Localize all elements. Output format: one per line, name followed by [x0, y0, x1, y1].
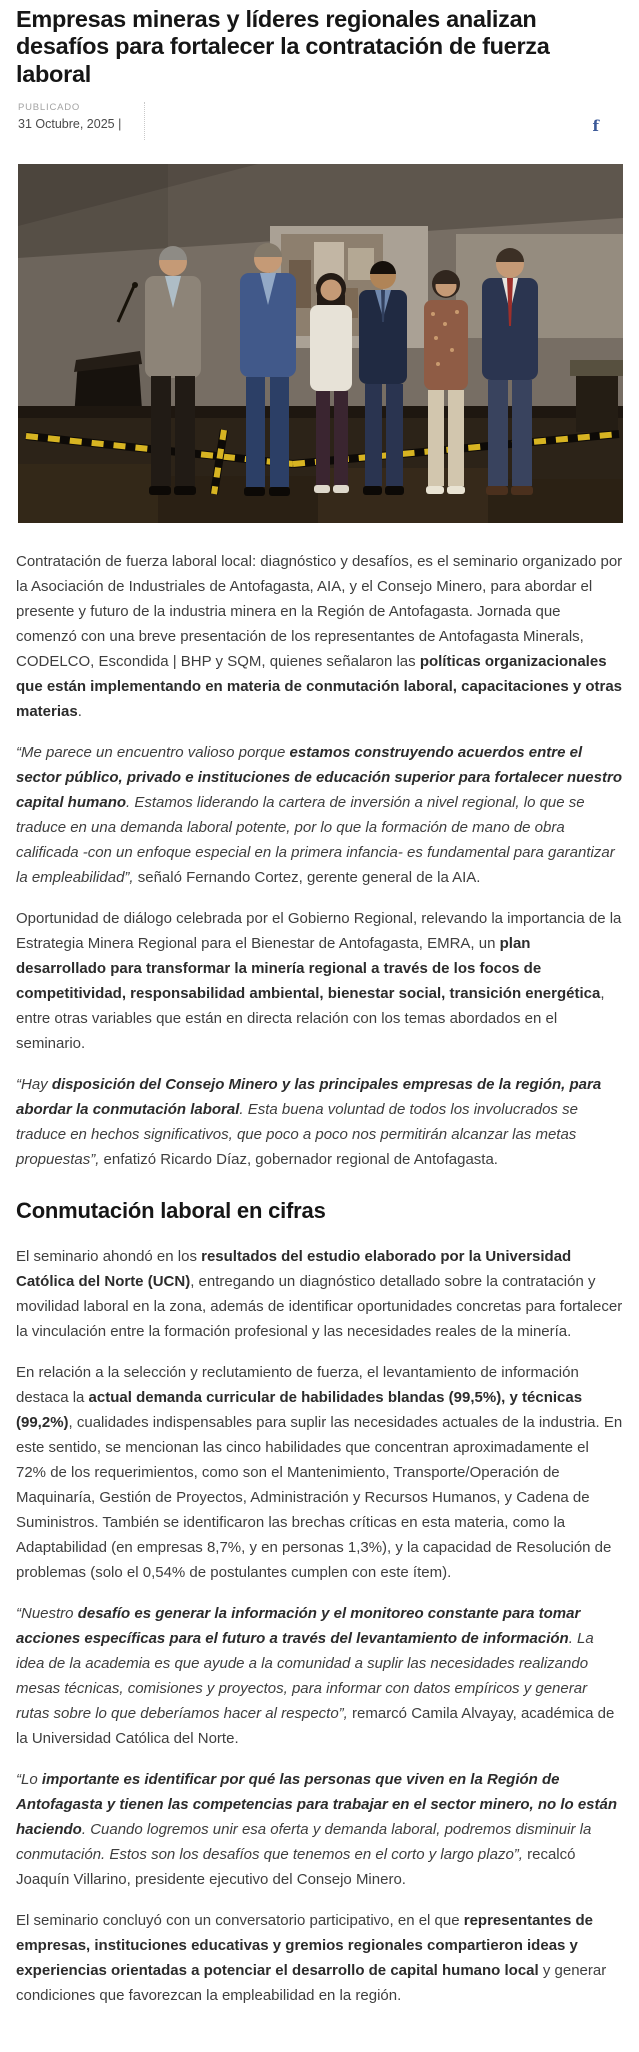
article-meta: [18, 102, 623, 140]
article-paragraph: El seminario concluyó con un conversatorio participativo, en el que representantes de empresas, instituciones educativas y gremios regionales compartieron ideas y experiencias orientadas a potenciar el desarrollo de capital humano local y generar condiciones que favorezcan la empleabilidad en la región.: [16, 1911, 607, 2004]
meta-divider: [144, 102, 145, 140]
article-paragraph: Oportunidad de diálogo celebrada por el Gobierno Regional, relevando la importancia de la Estrategia Minera Regional para el Bienestar de Antofagasta, EMRA, un plan desarrollado para transformar la minería regional a través de los focos de competitividad, responsabilidad ambiental, bienestar social, transición energética, entre otras variables que están en directa relación con los temas abordados en el seminario.: [16, 909, 622, 1052]
article-paragraph: Contratación de fuerza laboral local: diagnóstico y desafíos, es el seminario organizado por la Asociación de Industriales de Antofagasta, AIA, y el Consejo Minero, para abordar el presente y futuro de la industria minera en la Región de Antofagasta. Jornada que comenzó con una breve presentación de los representantes de Antofagasta Minerals, CODELCO, Escondida | BHP y SQM, quienes señalaron las políticas organizacionales que están implementando en materia de conmutación laboral, capacitaciones y otras materias.: [16, 552, 623, 720]
published-block: [18, 102, 138, 131]
published-label: PUBLICADO: [18, 101, 81, 113]
article-title: Empresas mineras y líderes regionales analizan desafíos para fortalecer la contratación de fuerza laboral: [16, 6, 550, 87]
article-paragraph: “Hay disposición del Consejo Minero y las principales empresas de la región, para abordar la conmutación laboral. Esta buena voluntad de todos los involucrados se traduce en hechos significativos, que poco a poco nos permitirán alcanzar las metas propuestas”, enfatizó Ricardo Díaz, gobernador regional de Antofagasta.: [16, 1075, 602, 1168]
article-paragraph: “Lo importante es identificar por qué las personas que viven en la Región de Antofagasta y tienen las competencias para trabajar en el sector minero, no lo están haciendo. Cuando logremos unir esa oferta y demanda laboral, podremos disminuir la conmutación. Estos son los desafíos que tenemos en el corto y largo plazo”, recalcó Joaquín Villarino, presidente ejecutivo del Consejo Minero.: [16, 1770, 618, 1888]
photo-table: [570, 360, 623, 432]
published-date: 31 Octubre, 2025 |: [18, 116, 122, 131]
article-photo: [18, 164, 623, 523]
projection-screen-right: [456, 234, 623, 338]
share-buttons: [593, 102, 623, 136]
article-photo-figure: [18, 164, 623, 523]
article-paragraph: “Me parece un encuentro valioso porque estamos construyendo acuerdos entre el sector público, privado e instituciones de educación superior para fortalecer nuestro capital humano. Estamos liderando la cartera de inversión a nivel regional, lo que se traduce en una demanda laboral potente, por lo que la formación de mano de obra calificada -con un enfoque especial en la primera infancia- es fundamental para garantizar la empleabilidad”, señaló Fernando Cortez, gerente general de la AIA.: [16, 743, 622, 886]
article-paragraph: El seminario ahondó en los resultados del estudio elaborado por la Universidad Católica del Norte (UCN), entregando un diagnóstico detallado sobre la contratación y movilidad laboral en la zona, además de identificar oportunidades concretas para fortalecer la vinculación entre la formación profesional y las necesidades reales de la minería.: [16, 1247, 623, 1340]
facebook-share-icon[interactable]: f: [592, 116, 599, 135]
section-heading: Conmutación laboral en cifras: [16, 1197, 326, 1223]
article-paragraph: En relación a la selección y reclutamiento de fuerza, el levantamiento de información destaca la actual demanda curricular de habilidades blandas (99,5%), y técnicas (99,2%), cualidades indispensables para suplir las necesidades actuales de la industria. En este sentido, se mencionan las cinco habilidades que concentran aproximadamente el 72% de los requerimientos, como son el Mantenimiento, Transporte/Operación de Maquinaría, Gestión de Proyectos, Administración y Recursos Humanos, y Cadena de Suministros. También se identificaron las brechas críticas en esta materia, como la Adaptabilidad (en empresas 8,7%, y en personas 1,3%), y la capacidad de Resolución de problemas (solo el 0,54% de postulantes cumplen con este ítem).: [16, 1363, 623, 1581]
article-paragraph: “Nuestro desafío es generar la información y el monitoreo constante para tomar acciones específicas para el futuro a través del levantamiento de información. La idea de la academia es que ayude a la comunidad a suplir las necesidades realizando mesas técnicas, comisiones y proyectos, para informar con datos empíricos y generar rutas sobre lo que deberíamos hacer al respecto”, remarcó Camila Alvayay, académica de la Universidad Católica del Norte.: [16, 1604, 615, 1747]
